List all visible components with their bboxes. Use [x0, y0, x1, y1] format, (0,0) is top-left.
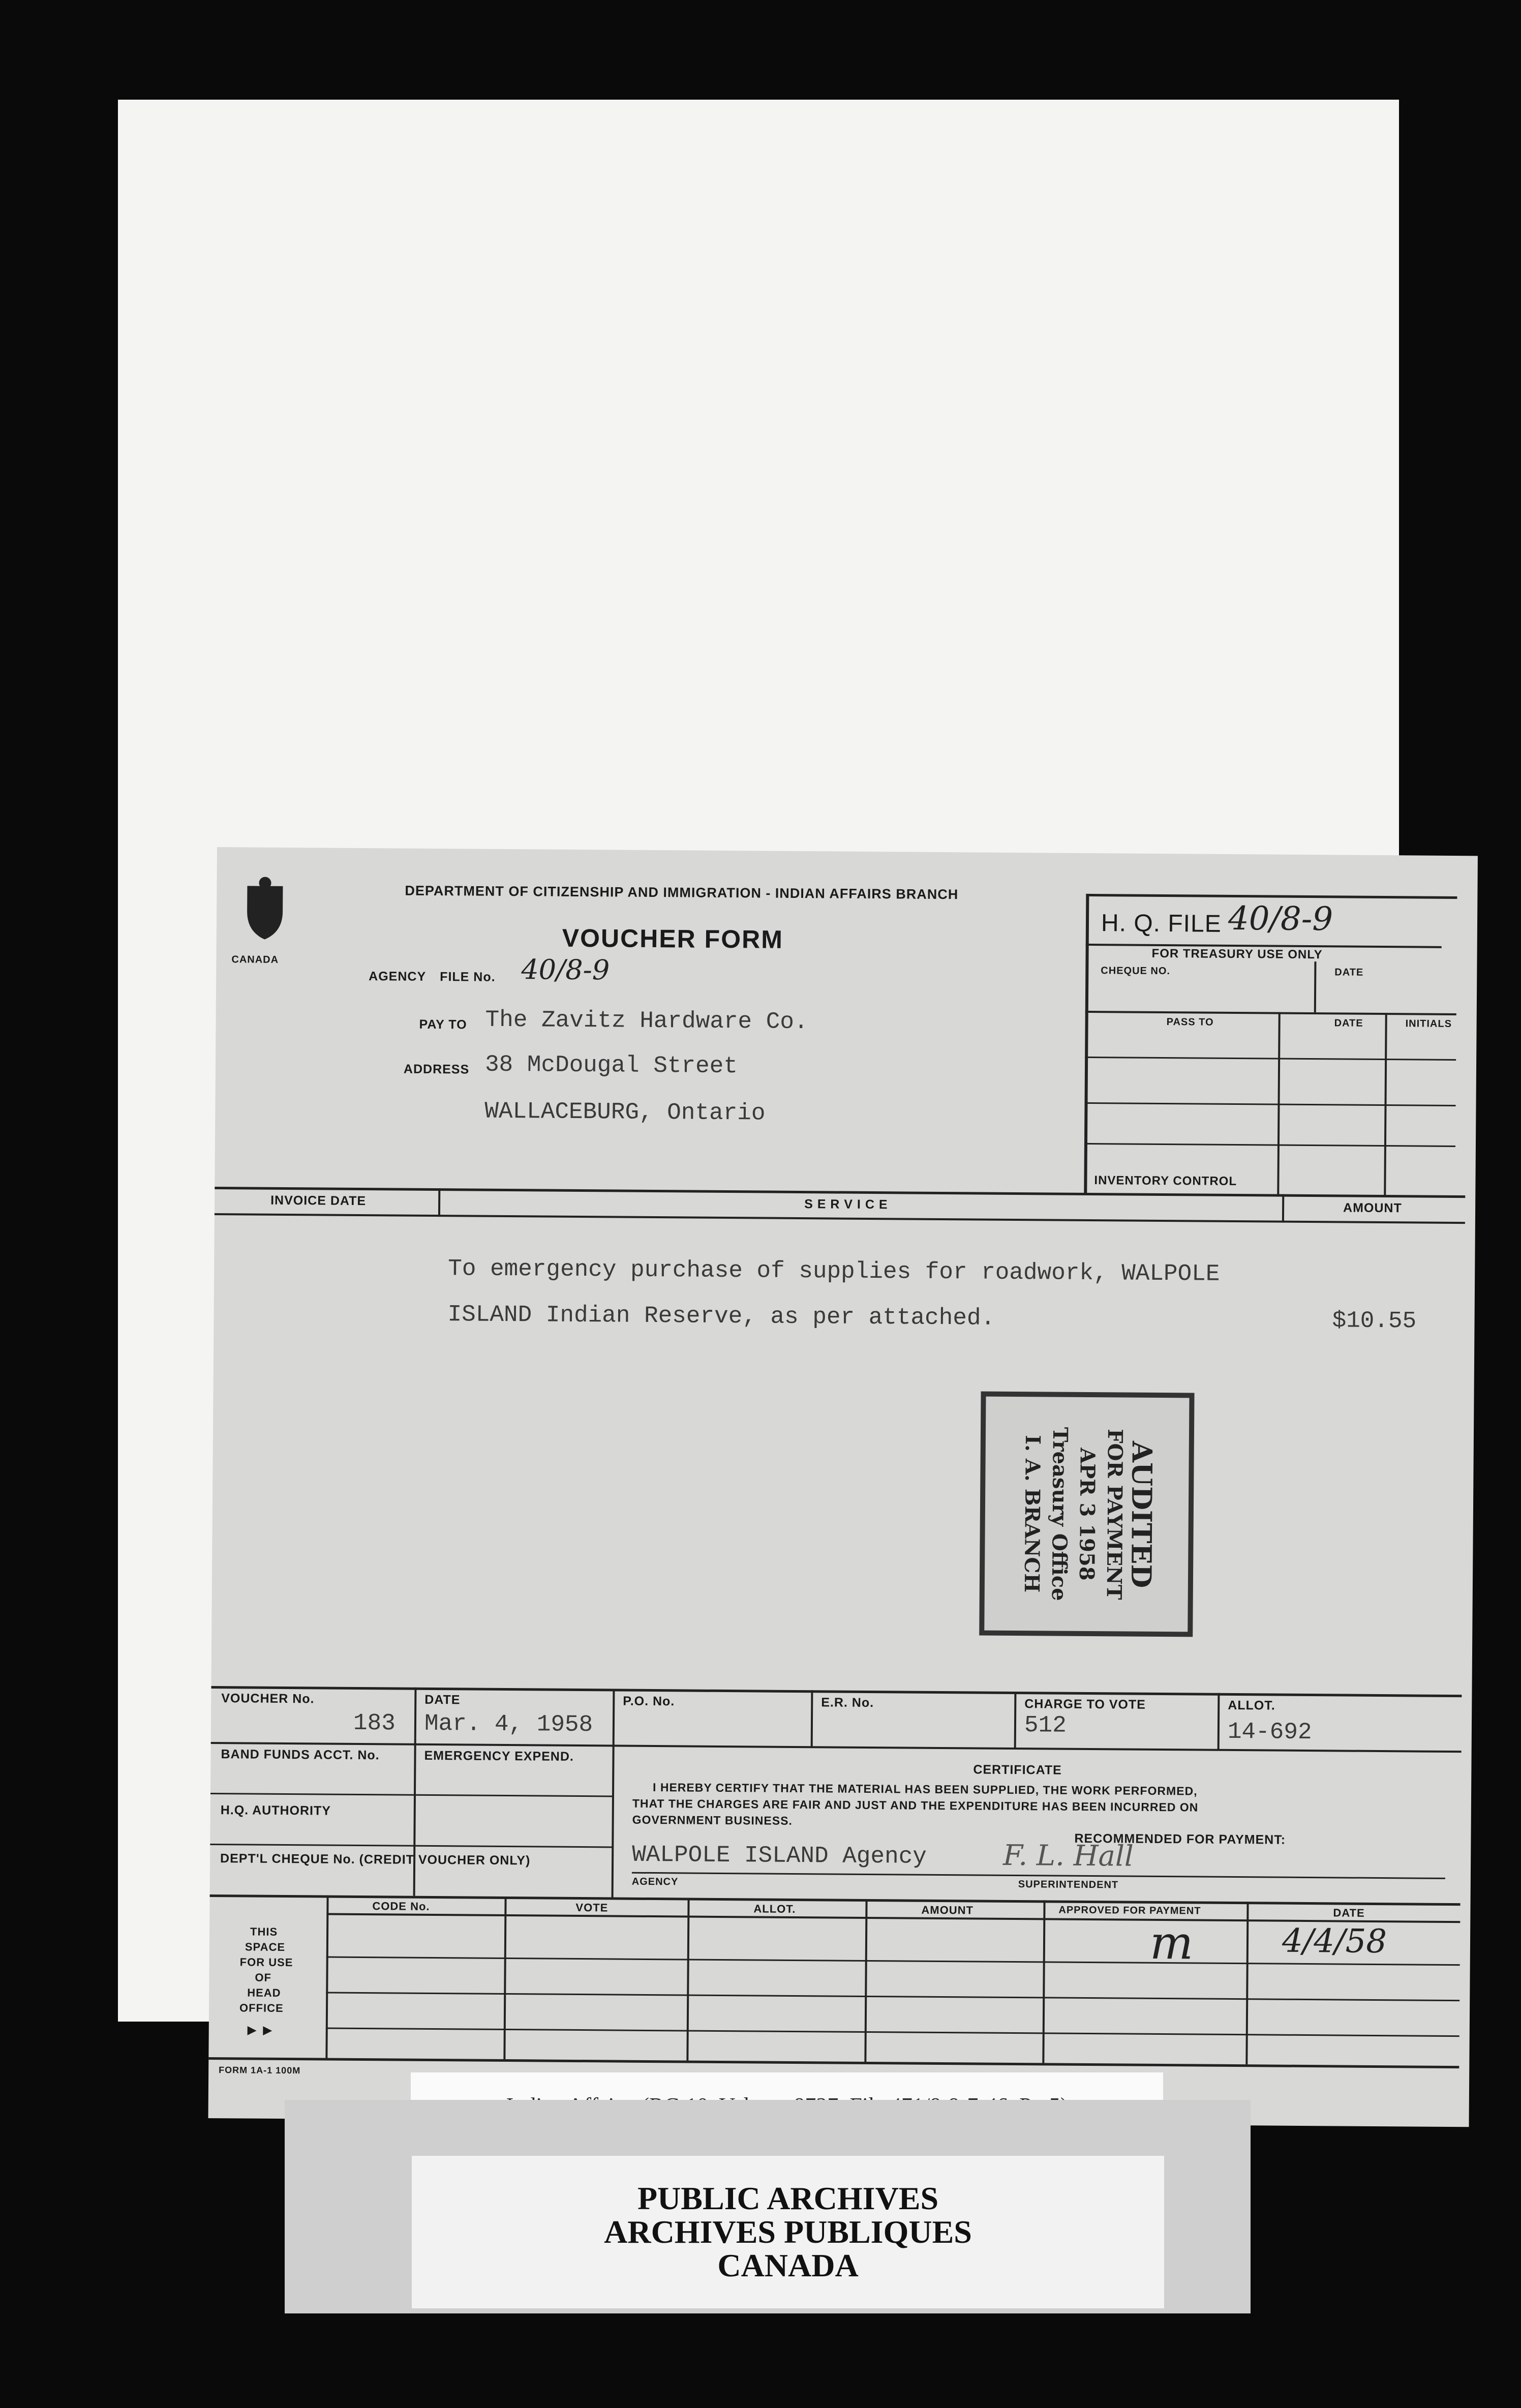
service-line-2: ISLAND Indian Reserve, as per attached.: [447, 1301, 995, 1332]
superintendent-label: SUPERINTENDENT: [1018, 1879, 1119, 1891]
service-header-bottom: [215, 1213, 1465, 1224]
lower-col-5: [1218, 1693, 1220, 1750]
canada-crest-icon: [237, 876, 293, 942]
address-label: ADDRESS: [403, 1062, 470, 1077]
cert-line-3: GOVERNMENT BUSINESS.: [632, 1813, 793, 1827]
form-title: VOUCHER FORM: [562, 923, 784, 954]
ho-row-2: [326, 1992, 1459, 2002]
lower-left-row-2: [210, 1793, 613, 1797]
ho-row-3: [326, 2028, 1459, 2037]
archive-line-3: CANADA: [717, 2247, 859, 2283]
stamp-line-2: FOR PAYMENT: [1102, 1429, 1128, 1600]
pay-to-value: The Zavitz Hardware Co.: [485, 1006, 808, 1036]
approved-date: 4/4/58: [1282, 1922, 1387, 1961]
col-date: DATE: [1333, 1906, 1365, 1919]
treasury-box-left: [1084, 894, 1089, 1194]
cert-line-1: I HEREBY CERTIFY THAT THE MATERIAL HAS BEEN SUPPLIED, THE WORK PERFORMED,: [653, 1781, 1198, 1798]
service-label: S E R V I C E: [804, 1197, 888, 1212]
voucher-form: [208, 847, 1478, 2127]
stamp-text: [1018, 1427, 1159, 1602]
pass-to-label: PASS TO: [1166, 1016, 1214, 1028]
audited-stamp: [979, 1392, 1194, 1637]
service-line-1: To emergency purchase of supplies for roadwork, WALPOLE: [448, 1255, 1220, 1287]
treasury-label: FOR TREASURY USE ONLY: [1151, 946, 1323, 962]
agency-footer-label: AGENCY: [631, 1876, 679, 1888]
treasury-box-top: [1086, 894, 1457, 899]
charge-value: 512: [1024, 1712, 1067, 1739]
form-number: FORM 1A-1 100M: [219, 2065, 301, 2076]
charge-label: CHARGE TO VOTE: [1024, 1697, 1146, 1712]
stamp-line-4: Treasury Office: [1047, 1427, 1073, 1601]
head-office-6: OFFICE: [239, 2001, 284, 2014]
ho-col-1: [503, 1897, 506, 2059]
band-funds-label: BAND FUNDS ACCT. No.: [221, 1747, 380, 1763]
initials-label: INITIALS: [1405, 1018, 1452, 1030]
address-line-1: 38 McDougal Street: [484, 1051, 738, 1080]
agency-label: AGENCY: [369, 969, 427, 984]
cert-line-2: THAT THE CHARGES ARE FAIR AND JUST AND THE EXPENDITURE HAS BEEN INCURRED ON: [632, 1796, 1199, 1814]
po-label: P.O. No.: [623, 1694, 675, 1709]
country-label: CANADA: [231, 954, 279, 966]
head-office-header-rule: [326, 1913, 1460, 1923]
allot-label: ALLOT.: [1228, 1698, 1275, 1713]
archive-line-1: PUBLIC ARCHIVES: [637, 2180, 939, 2216]
archive-label-card: [285, 2100, 1251, 2313]
agency-value: WALPOLE ISLAND Agency: [632, 1841, 927, 1870]
amount-label: AMOUNT: [1343, 1200, 1402, 1216]
certificate-label: CERTIFICATE: [973, 1762, 1062, 1778]
stamp-line-5: I. A. BRANCH: [1019, 1435, 1045, 1593]
signature-rule: [632, 1872, 1445, 1879]
head-office-4: OF: [255, 1971, 272, 1984]
head-office-1: THIS: [250, 1925, 278, 1938]
cheque-no-label: CHEQUE NO.: [1101, 965, 1171, 977]
treasury-rule-2: [1085, 1011, 1456, 1015]
superintendent-signature: F. L. Hall: [1002, 1839, 1134, 1873]
approved-initial: m: [1149, 1916, 1194, 1970]
hq-file-label: H. Q. FILE: [1101, 910, 1222, 938]
archive-label-inner: [412, 2156, 1164, 2308]
lower-col-4: [1014, 1692, 1017, 1749]
emergency-label: EMERGENCY EXPEND.: [424, 1748, 574, 1764]
archive-line-2: ARCHIVES PUBLIQUES: [604, 2214, 972, 2250]
er-label: E.R. No.: [821, 1695, 874, 1710]
file-no-label: FILE No.: [440, 970, 496, 984]
col-vote: VOTE: [575, 1901, 609, 1914]
voucher-date-value: Mar. 4, 1958: [424, 1710, 593, 1738]
pass-row-2: [1085, 1102, 1456, 1106]
recommended-label: RECOMMENDED FOR PAYMENT:: [1074, 1831, 1286, 1847]
department-heading: DEPARTMENT OF CITIZENSHIP AND IMMIGRATION - INDIAN AFFAIRS BRANCH: [405, 883, 959, 902]
ho-col-2: [686, 1898, 689, 2061]
pay-to-label: PAY TO: [419, 1017, 467, 1032]
head-office-5: HEAD: [247, 1986, 281, 1999]
invoice-date-label: INVOICE DATE: [270, 1193, 367, 1209]
ho-col-3: [864, 1899, 867, 2062]
amount-value: $10.55: [1332, 1307, 1417, 1335]
col-approved: APPROVED FOR PAYMENT: [1058, 1904, 1201, 1917]
head-office-2: SPACE: [245, 1940, 286, 1953]
voucher-no-value: 183: [353, 1709, 396, 1737]
document-sheet: [118, 100, 1452, 2076]
lower-col-2: [612, 1689, 615, 1897]
voucher-date-label: DATE: [424, 1692, 461, 1707]
treasury-date-label: DATE: [1334, 967, 1364, 978]
lower-left-row-3: [210, 1844, 613, 1848]
hq-file-value: 40/8-9: [1228, 899, 1333, 939]
pass-row-3: [1084, 1143, 1455, 1147]
file-no-value: 40/8-9: [521, 953, 610, 986]
voucher-no-label: VOUCHER No.: [221, 1691, 315, 1706]
col-allot: ALLOT.: [753, 1902, 796, 1915]
col-amount: AMOUNT: [921, 1903, 974, 1917]
inventory-label: INVENTORY CONTROL: [1094, 1173, 1237, 1189]
service-col-2: [1282, 1194, 1284, 1223]
service-col-1: [438, 1188, 440, 1217]
head-office-arrows-icon: ►►: [244, 2022, 276, 2039]
hq-authority-label: H.Q. AUTHORITY: [220, 1803, 331, 1818]
address-line-2: WALLACEBURG, Ontario: [484, 1098, 766, 1127]
lower-col-3: [811, 1690, 813, 1747]
pass-row-1: [1085, 1057, 1456, 1061]
head-office-3: FOR USE: [239, 1955, 293, 1969]
allot-value: 14-692: [1227, 1718, 1312, 1746]
ho-col-5: [1245, 1902, 1249, 2064]
head-office-bottom: [208, 2057, 1459, 2068]
cheque-credit-label: DEPT'L CHEQUE No. (CREDIT VOUCHER ONLY): [220, 1851, 531, 1868]
pass-date-label: DATE: [1334, 1017, 1363, 1029]
stamp-line-3: APR 3 1958: [1074, 1448, 1100, 1581]
col-code: CODE No.: [372, 1900, 430, 1913]
ho-col-0: [325, 1895, 328, 2058]
ho-col-4: [1042, 1900, 1045, 2063]
stamp-line-1: AUDITED: [1124, 1440, 1159, 1588]
treasury-divider: [1314, 961, 1317, 1012]
